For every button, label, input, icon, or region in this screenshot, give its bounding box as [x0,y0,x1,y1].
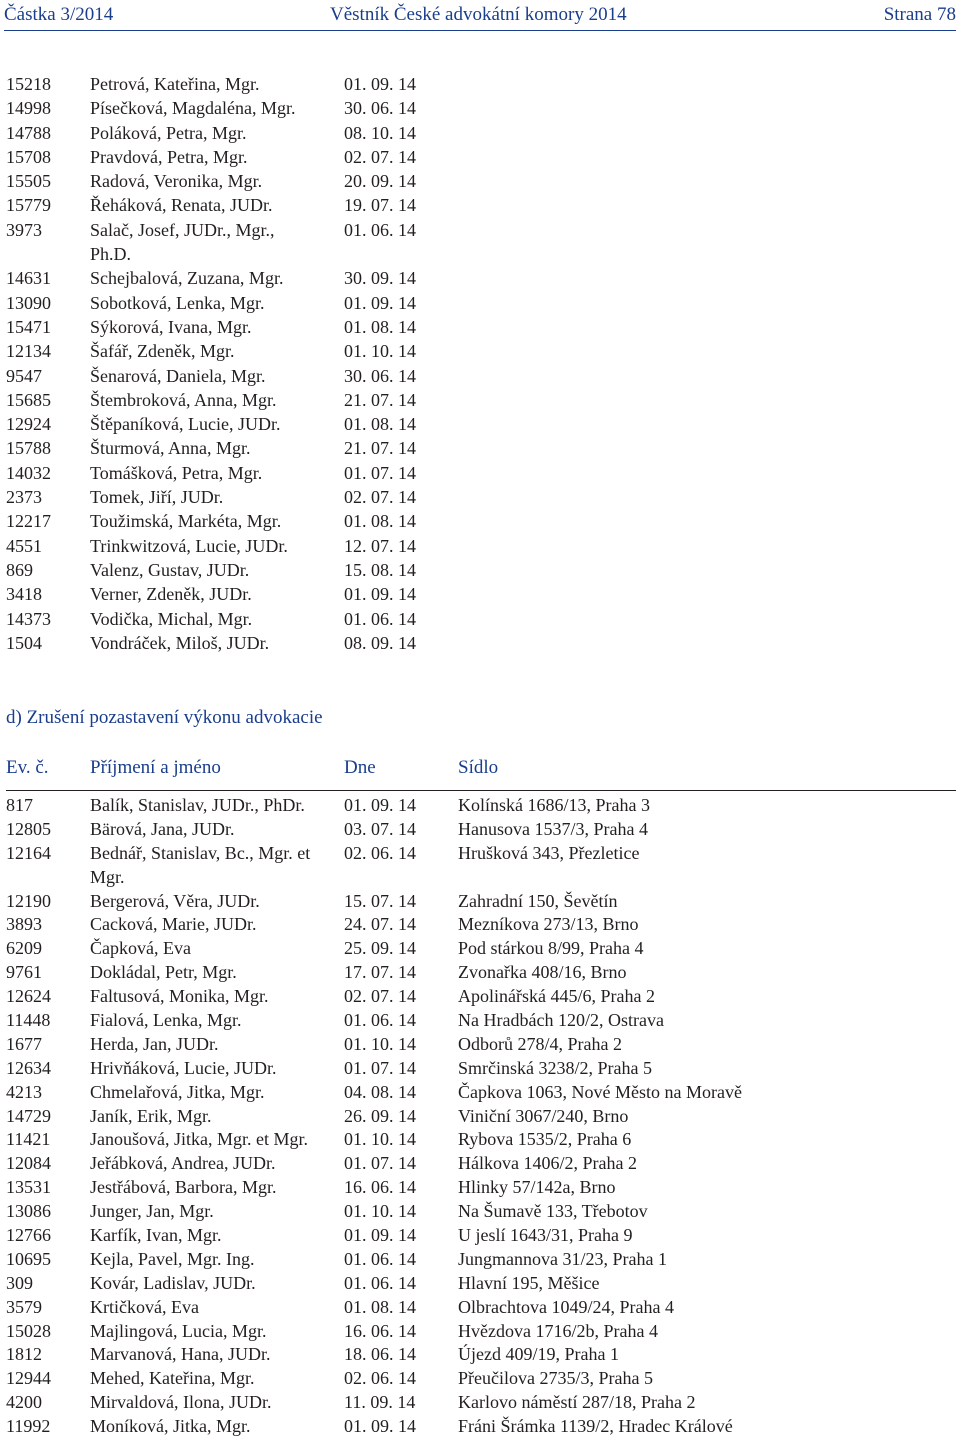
list-item [6,607,446,631]
table-row [6,912,956,936]
lawyer-name: Petrová, Kateřina, Mgr. [90,74,260,94]
registration-number: 1812 [6,1344,42,1365]
lawyer-name: Herda, Jan, JUDr. [90,1033,219,1054]
lawyer-name: Faltusová, Monika, Mgr. [90,986,269,1007]
registration-number: 12084 [6,1153,51,1174]
entry-date: 01. 07. 14 [344,462,416,483]
entry-date: 01. 08. 14 [344,316,416,337]
registration-number: 3418 [6,584,42,605]
registration-number: 12944 [6,1368,51,1389]
entry-date: 03. 07. 14 [344,818,416,839]
lawyer-name: Cacková, Marie, JUDr. [90,914,257,935]
entry-date: 08. 10. 14 [344,122,416,143]
table-row [6,1390,956,1414]
registration-number: 3579 [6,1296,42,1317]
registration-number: 12164 [6,842,51,863]
entry-date: 01. 10. 14 [344,341,416,362]
lawyer-name: Jestřábová, Barbora, Mgr. [90,1177,277,1198]
entry-date: 01. 09. 14 [344,795,416,815]
list-item [6,96,446,120]
office-address: Hlinky 57/142a, Brno [458,1177,616,1198]
registration-number: 9761 [6,962,42,983]
office-address: Zvonařka 408/16, Brno [458,962,627,983]
entry-date: 17. 07. 14 [344,962,416,983]
table-row [6,889,956,913]
table-row [6,1175,956,1199]
table-row [6,1032,956,1056]
lawyer-name: Kovár, Ladislav, JUDr. [90,1272,256,1293]
lawyer-name: Hrivňáková, Lucie, JUDr. [90,1057,277,1078]
lawyer-name: Balík, Stanislav, JUDr., PhDr. [90,795,305,815]
entry-date: 01. 06. 14 [344,1010,416,1031]
table-row [6,1342,956,1366]
office-address: Hrušková 343, Přezletice [458,842,640,863]
lawyer-name: Dokládal, Petr, Mgr. [90,962,237,983]
office-address: Hanusova 1537/3, Praha 4 [458,818,648,839]
registration-number: 3893 [6,914,42,935]
lawyer-name: Tomášková, Petra, Mgr. [90,462,263,483]
lawyer-name: Čapková, Eva [90,938,191,959]
list-item [6,534,446,558]
office-address: Čapkova 1063, Nové Město na Moravě [458,1081,742,1102]
list-item [6,582,446,606]
registration-number: 15028 [6,1320,51,1341]
office-address: Přeučilova 2735/3, Praha 5 [458,1368,653,1389]
lawyer-name: Mehed, Kateřina, Mgr. [90,1368,255,1389]
table-row [6,817,956,841]
entry-date: 01. 06. 14 [344,608,416,629]
lawyer-name: Štembroková, Anna, Mgr. [90,389,277,410]
list-item [6,461,446,485]
lawyer-name: Jeřábková, Andrea, JUDr. [90,1153,276,1174]
table-row [6,1295,956,1319]
registration-number: 309 [6,1272,33,1293]
entry-date: 19. 07. 14 [344,195,416,216]
registration-number: 13090 [6,292,51,313]
lawyer-name: Pravdová, Petra, Mgr. [90,146,248,167]
lawyer-name: Toužimská, Markéta, Mgr. [90,511,282,532]
registration-number: 1677 [6,1033,42,1054]
registration-number: 1504 [6,632,42,653]
registration-number: 4551 [6,535,42,556]
list-item [6,315,446,339]
lawyer-name: Šenarová, Daniela, Mgr. [90,365,266,386]
table-row [6,1127,956,1151]
registration-number: 14788 [6,122,51,143]
column-header-ev: Ev. č. [6,757,49,778]
entry-date: 11. 09. 14 [344,1392,416,1413]
registration-number: 14373 [6,608,51,629]
entry-date: 01. 09. 14 [344,1416,416,1437]
entry-date: 01. 09. 14 [344,584,416,605]
issue-number: Částka 3/2014 [4,4,114,25]
lawyer-name: Junger, Jan, Mgr. [90,1201,214,1222]
entry-date: 02. 07. 14 [344,487,416,508]
entry-date: 21. 07. 14 [344,389,416,410]
lawyer-name: Kejla, Pavel, Mgr. Ing. [90,1248,255,1269]
list-item [6,193,446,217]
entry-date: 01. 09. 14 [344,74,416,94]
entry-date: 01. 10. 14 [344,1201,416,1222]
entry-date: 08. 09. 14 [344,632,416,653]
lawyer-name: Janík, Erik, Mgr. [90,1105,212,1126]
lawyer-name: Šturmová, Anna, Mgr. [90,438,251,459]
entry-date: 30. 06. 14 [344,365,416,386]
lawyer-name: Trinkwitzová, Lucie, JUDr. [90,535,288,556]
lawyer-name: Verner, Zdeněk, JUDr. [90,584,252,605]
table-row [6,865,956,889]
office-address: Rybova 1535/2, Praha 6 [458,1129,632,1150]
journal-title: Věstník České advokátní komory 2014 [330,4,627,25]
office-address: Pod stárkou 8/99, Praha 4 [458,938,644,959]
registration-number: 15218 [6,74,51,94]
lawyer-name: Mirvaldová, Ilona, JUDr. [90,1392,272,1413]
registration-number: 14631 [6,268,51,289]
entry-date: 01. 08. 14 [344,414,416,435]
lawyer-name: Bergerová, Věra, JUDr. [90,890,260,911]
registration-number: 12924 [6,414,51,435]
registration-number: 12190 [6,890,51,911]
entry-date: 02. 07. 14 [344,146,416,167]
office-address: Karlovo náměstí 287/18, Praha 2 [458,1392,696,1413]
registration-number: 12634 [6,1057,51,1078]
registration-number: 14032 [6,462,51,483]
registration-number: 11448 [6,1010,51,1031]
list-item [6,388,446,412]
entry-date: 18. 06. 14 [344,1344,416,1365]
registration-number: 12805 [6,818,51,839]
entry-date: 24. 07. 14 [344,914,416,935]
list-item [6,145,446,169]
registration-number: 12766 [6,1225,51,1246]
registration-number: 3973 [6,219,42,240]
entry-date: 01. 10. 14 [344,1033,416,1054]
lawyer-name: Fialová, Lenka, Mgr. [90,1010,242,1031]
entry-date: 01. 08. 14 [344,1296,416,1317]
lawyer-name: Písečková, Magdaléna, Mgr. [90,98,296,119]
lawyer-name: Štěpaníková, Lucie, JUDr. [90,414,281,435]
lawyer-name: Tomek, Jiří, JUDr. [90,487,224,508]
table-row [6,1151,956,1175]
lawyer-name: Radová, Veronika, Mgr. [90,171,263,192]
lawyer-name: Vondráček, Miloš, JUDr. [90,632,270,653]
entry-date: 01. 08. 14 [344,511,416,532]
list-item [6,436,446,460]
entry-date: 01. 09. 14 [344,292,416,313]
table-row [6,1199,956,1223]
lawyer-name: Salač, Josef, JUDr., Mgr., [90,219,275,240]
registration-number: 13531 [6,1177,51,1198]
page-number: Strana 78 [883,4,956,25]
lawyer-name: Mgr. [90,866,125,887]
registration-number: 10695 [6,1248,51,1269]
table-row [6,1223,956,1247]
office-address: Na Hradbách 120/2, Ostrava [458,1010,664,1031]
office-address: Smrčinská 3238/2, Praha 5 [458,1057,652,1078]
lawyer-name: Chmelařová, Jitka, Mgr. [90,1081,265,1102]
table-row [6,1104,956,1128]
entry-date: 01. 07. 14 [344,1153,416,1174]
entry-date: 02. 06. 14 [344,842,416,863]
column-header-divider [6,790,956,791]
lawyer-name: Řeháková, Renata, JUDr. [90,195,273,216]
list-item [6,509,446,533]
lawyer-name: Poláková, Petra, Mgr. [90,122,247,143]
registration-number: 15505 [6,171,51,192]
entry-date: 30. 09. 14 [344,268,416,289]
entry-date: 04. 08. 14 [344,1081,416,1102]
column-header-date: Dne [344,757,376,778]
list-item [6,266,446,290]
office-address: Viniční 3067/240, Brno [458,1105,629,1126]
table-row [6,1366,956,1390]
list-item [6,121,446,145]
entry-date: 01. 06. 14 [344,219,416,240]
lawyer-name: Karfík, Ivan, Mgr. [90,1225,222,1246]
office-address: Fráni Šrámka 1139/2, Hradec Králové [458,1416,733,1437]
registration-number: 6209 [6,938,42,959]
entry-date: 01. 10. 14 [344,1129,416,1150]
entry-date: 16. 06. 14 [344,1320,416,1341]
office-address: Mezníkova 273/13, Brno [458,914,639,935]
lawyer-name: Sýkorová, Ivana, Mgr. [90,316,252,337]
entry-date: 15. 07. 14 [344,890,416,911]
entry-date: 12. 07. 14 [344,535,416,556]
entry-date: 01. 06. 14 [344,1272,416,1293]
office-address: Hálkova 1406/2, Praha 2 [458,1153,637,1174]
office-address: Újezd 409/19, Praha 1 [458,1344,619,1365]
office-address: Hlavní 195, Měšice [458,1272,600,1293]
list-item [6,412,446,436]
registration-number: 15685 [6,389,51,410]
registration-number: 9547 [6,365,42,386]
lawyer-name: Krtičková, Eva [90,1296,199,1317]
table-row [6,793,956,817]
registration-number: 15471 [6,316,51,337]
registration-number: 12217 [6,511,51,532]
registration-number: 15779 [6,195,51,216]
table-row [6,984,956,1008]
office-address: Odborů 278/4, Praha 2 [458,1033,622,1054]
office-address: Kolínská 1686/13, Praha 3 [458,795,650,815]
office-address: U jeslí 1643/31, Praha 9 [458,1225,633,1246]
lawyer-name: Bednář, Stanislav, Bc., Mgr. et [90,842,311,863]
list-item [6,291,446,315]
entry-date: 21. 07. 14 [344,438,416,459]
list-item [6,631,446,655]
list-item [6,558,446,582]
entry-date: 20. 09. 14 [344,171,416,192]
lawyer-name: Bärová, Jana, JUDr. [90,818,235,839]
lawyer-name: Majlingová, Lucia, Mgr. [90,1320,267,1341]
registration-number: 869 [6,559,33,580]
registration-number: 4200 [6,1392,42,1413]
table-row [6,841,956,865]
lawyer-name: Moníková, Jitka, Mgr. [90,1416,251,1437]
lawyer-name: Valenz, Gustav, JUDr. [90,559,250,580]
list-item [6,72,446,96]
page-header [4,0,956,30]
lawyer-name: Vodička, Michal, Mgr. [90,608,253,629]
column-header-seat: Sídlo [458,757,499,778]
table-row [6,960,956,984]
list-item [6,169,446,193]
registration-number: 14729 [6,1105,51,1126]
lawyer-name: Marvanová, Hana, JUDr. [90,1344,271,1365]
entry-date: 01. 07. 14 [344,1057,416,1078]
header-divider [4,30,956,31]
entry-date: 30. 06. 14 [344,98,416,119]
office-address: Apolinářská 445/6, Praha 2 [458,986,655,1007]
lawyer-name: Šafář, Zdeněk, Mgr. [90,341,235,362]
table-row [6,1414,956,1438]
entry-date: 01. 06. 14 [344,1248,416,1269]
registration-number: 11421 [6,1129,51,1150]
table-row [6,1319,956,1343]
office-address: Hvězdova 1716/2b, Praha 4 [458,1320,658,1341]
table-row [6,1080,956,1104]
list-item [6,485,446,509]
list-item [6,218,446,242]
registration-number: 12134 [6,341,51,362]
list-item [6,242,446,266]
revocation-list [6,793,956,1438]
section-title: d) Zrušení pozastavení výkonu advokacie [6,707,323,728]
list-item [6,364,446,388]
registration-number: 2373 [6,487,42,508]
entry-date: 26. 09. 14 [344,1105,416,1126]
table-row [6,1008,956,1032]
table-row [6,1247,956,1271]
table-row [6,936,956,960]
entry-date: 16. 06. 14 [344,1177,416,1198]
entry-date: 15. 08. 14 [344,559,416,580]
entry-date: 25. 09. 14 [344,938,416,959]
entry-date: 02. 07. 14 [344,986,416,1007]
office-address: Jungmannova 31/23, Praha 1 [458,1248,667,1269]
registration-number: 13086 [6,1201,51,1222]
lawyer-name: Sobotková, Lenka, Mgr. [90,292,265,313]
column-header-name: Příjmení a jméno [90,757,221,778]
registration-number: 11992 [6,1416,51,1437]
office-address: Na Šumavě 133, Třebotov [458,1201,648,1222]
list-item [6,339,446,363]
registration-number: 817 [6,795,33,815]
registration-number: 4213 [6,1081,42,1102]
lawyer-name: Schejbalová, Zuzana, Mgr. [90,268,284,289]
registration-number: 15788 [6,438,51,459]
office-address: Olbrachtova 1049/24, Praha 4 [458,1296,674,1317]
lawyer-name: Ph.D. [90,244,132,265]
lawyer-name: Janoušová, Jitka, Mgr. et Mgr. [90,1129,308,1150]
entry-date: 02. 06. 14 [344,1368,416,1389]
entry-date: 01. 09. 14 [344,1225,416,1246]
registration-number: 14998 [6,98,51,119]
table-row [6,1056,956,1080]
office-address: Zahradní 150, Ševětín [458,890,618,911]
table-row [6,1271,956,1295]
lawyer-list-continued [6,72,446,655]
registration-number: 15708 [6,146,51,167]
registration-number: 12624 [6,986,51,1007]
